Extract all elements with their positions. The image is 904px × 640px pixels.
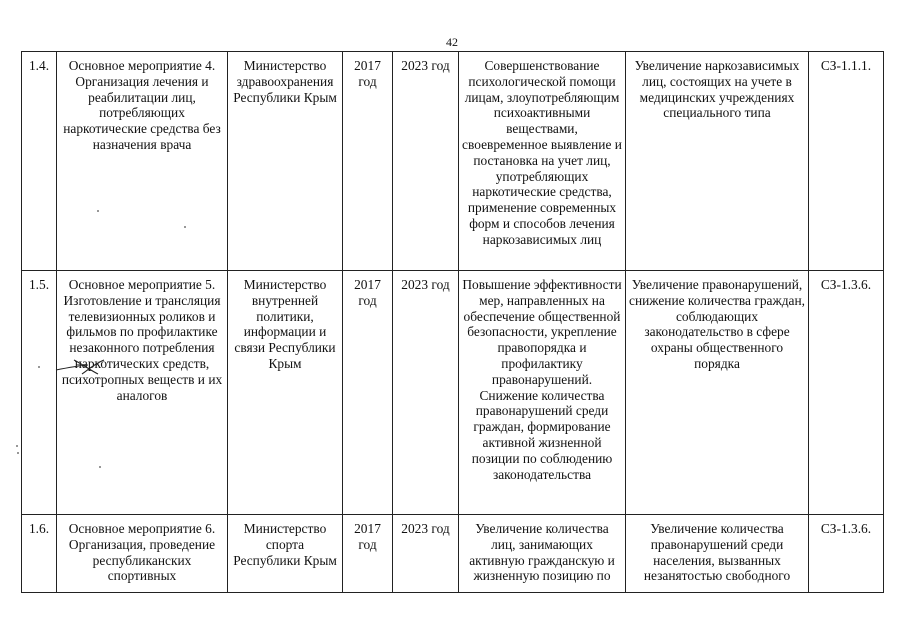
- row-number: 1.5.: [22, 271, 57, 515]
- executor-cell: Министерство здравоохранения Республики Крым: [228, 52, 343, 271]
- end-year-cell: 2023 год: [393, 515, 459, 593]
- row-number: 1.4.: [22, 52, 57, 271]
- consequence-cell: Увеличение правонарушений, снижение количества граждан, соблюдающих законодательство в сфере охраны общественного порядка: [626, 271, 809, 515]
- scan-speck: [97, 210, 99, 212]
- scan-speck: [38, 366, 40, 368]
- activity-cell: Основное мероприятие 4. Организация лечения и реабилитации лиц, потребляющих наркотические средства без назначения врача: [57, 52, 228, 271]
- table-row: [22, 52, 884, 271]
- indicator-code-cell: СЗ-1.3.6.: [809, 271, 884, 515]
- executor-cell: Министерство спорта Республики Крым: [228, 515, 343, 593]
- scan-speck: [16, 445, 18, 447]
- indicator-code-cell: СЗ-1.1.1.: [809, 52, 884, 271]
- scan-speck: [184, 226, 186, 228]
- table-row: [22, 271, 884, 515]
- end-year-cell: 2023 год: [393, 52, 459, 271]
- expected-result-cell: Совершенствование психологической помощи лицам, злоупотребляющим психоактивными веществами, своевременное выявление и постановка на учет лиц, употребляющих наркотические средства, применение современных форм и способов лечения наркозависимых лиц: [459, 52, 626, 271]
- start-year-cell: 2017 год: [343, 52, 393, 271]
- consequence-cell: Увеличение количества правонарушений среди населения, вызванных незанятостью свободного: [626, 515, 809, 593]
- executor-cell: Министерство внутренней политики, информации и связи Республики Крым: [228, 271, 343, 515]
- activity-cell: Основное мероприятие 6. Организация, проведение республиканских спортивных: [57, 515, 228, 593]
- table-row: [22, 515, 884, 593]
- pen-scribble-mark: [54, 356, 110, 378]
- consequence-cell: Увеличение наркозависимых лиц, состоящих на учете в медицинских учреждениях специального типа: [626, 52, 809, 271]
- end-year-cell: 2023 год: [393, 271, 459, 515]
- program-activities-table: [21, 51, 884, 593]
- page-number: 42: [446, 35, 458, 49]
- indicator-code-cell: СЗ-1.3.6.: [809, 515, 884, 593]
- activity-cell: Основное мероприятие 5. Изготовление и трансляция телевизионных роликов и фильмов по профилактике незаконного потребления наркотических средств, психотропных веществ и их аналогов: [57, 271, 228, 515]
- scan-speck: [99, 466, 101, 468]
- start-year-cell: 2017 год: [343, 271, 393, 515]
- start-year-cell: 2017 год: [343, 515, 393, 593]
- expected-result-cell: Увеличение количества лиц, занимающих активную гражданскую и жизненную позицию по: [459, 515, 626, 593]
- expected-result-cell: Повышение эффективности мер, направленных на обеспечение общественной безопасности, укрепление правопорядка и профилактику правонарушений. Снижение количества правонарушений среди граждан, формирование активной жизненной позиции по соблюдению законодательства: [459, 271, 626, 515]
- row-number: 1.6.: [22, 515, 57, 593]
- scan-speck: [17, 452, 19, 454]
